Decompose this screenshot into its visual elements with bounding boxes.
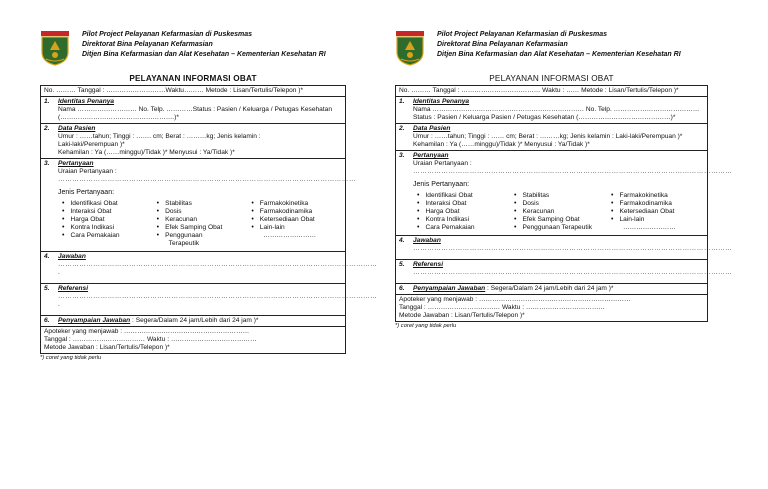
reference-field[interactable]: ……………………………………………………………………………………………………………………… xyxy=(413,269,733,277)
section-title: Data Pasien xyxy=(58,125,96,133)
request-info-line: No. ……… Tanggal : ………………………Waktu……… Metode : Lisan/Tertulis/Telepon )* xyxy=(41,86,345,97)
option-item[interactable]: • Keracunan xyxy=(514,207,555,215)
asker-status-field[interactable]: (…………………………………………….)* xyxy=(58,114,179,122)
option-item-continuation: Terapeutik xyxy=(168,240,200,248)
form-body xyxy=(395,85,733,322)
question-type-options xyxy=(417,192,704,232)
section-title: Jawaban xyxy=(58,253,86,261)
answer-field[interactable]: ……………………………………………………………………………………………………………………… xyxy=(58,261,378,269)
question-type-label: Jenis Pertanyaan: xyxy=(413,181,470,189)
pharmacist-field[interactable]: Apoteker yang menjawab : ………………………………………………… xyxy=(44,328,250,336)
section-title: Jawaban xyxy=(413,237,441,244)
option-item[interactable]: • Cara Pemakaian xyxy=(417,223,475,231)
question-label: Uraian Pertanyaan : xyxy=(413,160,472,168)
pharmacist-footer xyxy=(396,295,707,321)
section-pertanyaan: 3. Pertanyaan Uraian Pertanyaan : ……………………………………………………………………………………………………………… Jenis Pertanyaan: • Identifikasi Obat • Interaksi Obat • Harga Obat • Kontra Indikasi • Cara Pemakaian • Stabilitas • Dosis • Keracunan • Efek Samping Obat • Penggunaan Terapeutik • Farmakokinetika • Farmakodinamika • Ketersediaan Obat • Lain-lain …………………… xyxy=(41,159,345,252)
option-item[interactable]: • Lain-lain xyxy=(611,215,645,223)
pregnancy-field[interactable]: Kehamilan : Ya (……minggu)/Tidak )* Menyusui : Ya/Tidak )* xyxy=(413,141,590,149)
patient-vitals-field[interactable]: Umur : ……tahun; Tinggi : ……. cm; Berat : ………kg; Jenis kelamin : xyxy=(58,133,261,141)
asker-name-field[interactable]: Nama …………………………………………………………… No. Telp. ………………………………… xyxy=(413,106,700,114)
pregnancy-field[interactable]: Kehamilan : Ya (……minggu)/Tidak )* Menyusui : Ya/Tidak )* xyxy=(58,149,235,157)
question-field[interactable]: ……………………………………………………………………………………………………………………… xyxy=(413,168,733,176)
option-item[interactable]: • Stabilitas xyxy=(156,199,192,207)
answer-date-field[interactable]: Tanggal : …………………………… Waktu : ……………………………… xyxy=(399,304,606,312)
option-item[interactable]: • Keracunan xyxy=(156,215,198,223)
section-title: Penyampaian Jawaban xyxy=(58,317,131,325)
question-type-options xyxy=(62,200,342,248)
option-item[interactable]: • Farmakodinamika xyxy=(251,207,313,215)
asker-status-field[interactable]: Status : Pasien / Keluarga Pasien / Petugas Kesehatan (……………………………………)* xyxy=(413,114,676,122)
option-item[interactable]: • Kontra Indikasi xyxy=(417,215,470,223)
option-item[interactable]: • Identifikasi Obat xyxy=(62,199,118,207)
reference-field[interactable]: ……………………………………………………………………………………………………………………… xyxy=(58,293,378,301)
header-line-2: Direktorat Bina Pelayanan Kefarmasian xyxy=(82,40,213,48)
form-body xyxy=(40,85,378,354)
regency-emblem-icon xyxy=(40,30,70,66)
pio-form-left xyxy=(40,28,378,362)
form-title: PELAYANAN INFORMASI OBAT xyxy=(129,74,257,83)
answer-method-field[interactable]: Metode Jawaban : Lisan/Tertulis/Telepon )* xyxy=(399,312,525,320)
pio-form-right xyxy=(395,28,733,330)
regency-emblem-icon xyxy=(395,30,425,66)
asker-name-field[interactable]: Nama ……………………… No. Telp. …………Status : Pasien / Keluarga / Petugas Kesehatan xyxy=(58,106,332,114)
option-item[interactable]: • Farmakokinetika xyxy=(611,191,668,199)
question-type-label: Jenis Pertanyaan: xyxy=(58,189,115,197)
answer-date-field[interactable]: Tanggal : …………………………… Waktu : ………………………………… xyxy=(44,336,257,344)
section-pertanyaan: 3. Pertanyaan Uraian Pertanyaan : ……………………………………………………………………………………………………………………… Jenis Pertanyaan: • Identifikasi Obat • Interaksi Obat • Harga Obat • Kontra Indikasi • Cara Pemakaian • Stabilitas • Dosis • Keracunan • Efek Samping Obat • Penggunaan Terapeutik • Farmakokinetika • Farmakodinamika • Ketersediaan Obat • Lain-lain …………………… xyxy=(396,151,707,236)
option-item[interactable]: • Dosis xyxy=(514,199,539,207)
option-item[interactable]: • Interaksi Obat xyxy=(417,199,467,207)
other-field[interactable]: …………………… xyxy=(263,232,317,239)
request-info-line: No. ……… Tanggal : ……………………………… Waktu : …… Metode : Lisan/Tertulis/Telepon )* xyxy=(396,86,707,97)
footnote: *) coret yang tidak perlu xyxy=(395,323,457,330)
option-item[interactable]: • Kontra Indikasi xyxy=(62,223,115,231)
section-penyampaian: 6. Penyampaian Jawaban : Segera/Dalam 24 jam/Lebih dari 24 jam )* xyxy=(396,284,707,295)
section-penyampaian: 6. Penyampaian Jawaban : Segera/Dalam 24 jam/Lebih dari 24 jam )* xyxy=(41,316,345,327)
section-referensi: 5. Referensi ……………………………………………………………………………………………………………………… xyxy=(396,260,707,284)
answer-method-field[interactable]: Metode Jawaban : Lisan/Tertulis/Telepon )* xyxy=(44,344,170,352)
option-item[interactable]: • Stabilitas xyxy=(514,191,550,199)
patient-gender-field[interactable]: Laki-laki/Perempuan )* xyxy=(58,141,125,149)
section-title: Identitas Penanya xyxy=(58,98,115,106)
section-referensi: 5. Referensi ……………………………………………………………………………………………………………………… . xyxy=(41,284,345,316)
option-item[interactable]: • Farmakokinetika xyxy=(251,199,309,207)
patient-vitals-field[interactable]: Umur : ……tahun; Tinggi : …… cm; Berat : ………kg; Jenis kelamin : Laki-laki/Perempuan )* xyxy=(413,133,683,141)
section-title: Referensi xyxy=(58,285,89,293)
header-line-3: Ditjen Bina Kefarmasian dan Alat Kesehatan – Kementerian Kesehatan RI xyxy=(82,50,326,58)
section-jawaban: 4. Jawaban ……………………………………………………………………………………………………………………… xyxy=(396,236,707,260)
option-item[interactable]: • Efek Samping Obat xyxy=(156,223,223,231)
header-line-2: Direktorat Bina Pelayanan Kefarmasian xyxy=(437,40,568,48)
section-data-pasien: 2. Data Pasien Umur : ……tahun; Tinggi : …… cm; Berat : ………kg; Jenis kelamin : Laki-laki/Perempuan )* Kehamilan : Ya (……minggu)/Tidak )* Menyusui : Ya/Tidak )* xyxy=(396,124,707,151)
section-identitas-penanya: 1. Identitas Penanya Nama …………………………………………………………… No. Telp. ………………………………… Status : Pasien / Keluarga Pasien / Petugas Kesehatan (……………………………………)* xyxy=(396,97,707,124)
question-field[interactable]: ……………………………………………………………………………………………………………… xyxy=(58,176,356,184)
other-field[interactable]: …………………… xyxy=(623,223,676,231)
option-item[interactable]: • Ketersediaan Obat xyxy=(611,207,675,215)
option-item[interactable]: • Identifikasi Obat xyxy=(417,191,473,199)
header-line-1: Pilot Project Pelayanan Kefarmasian di Puskesmas xyxy=(437,31,608,38)
option-item[interactable]: • Harga Obat xyxy=(417,207,460,215)
delivery-options[interactable]: : Segera/Dalam 24 jam/Lebih dari 24 jam )* xyxy=(485,285,614,293)
option-item[interactable]: • Efek Samping Obat xyxy=(514,215,580,223)
option-item[interactable]: • Lain-lain xyxy=(251,223,285,231)
section-title: Pertanyaan xyxy=(58,160,94,168)
option-item[interactable]: • Penggunaan xyxy=(156,232,203,239)
option-item[interactable]: • Dosis xyxy=(156,207,182,215)
section-title: Data Pasien xyxy=(413,125,451,133)
option-item[interactable]: • Interaksi Obat xyxy=(62,207,112,215)
option-item[interactable]: • Ketersediaan Obat xyxy=(251,215,315,223)
section-title: Pertanyaan xyxy=(413,152,449,160)
form-title: PELAYANAN INFORMASI OBAT xyxy=(489,74,614,83)
footnote: *) coret yang tidak perlu xyxy=(40,355,102,362)
pharmacist-field[interactable]: Apoteker yang menjawab : …………………………………………………………… xyxy=(399,296,631,304)
section-title: Penyampaian Jawaban xyxy=(413,285,486,293)
pharmacist-footer xyxy=(41,327,345,353)
form-header xyxy=(395,28,708,70)
header-line-3: Ditjen Bina Kefarmasian dan Alat Kesehatan – Kementerian Kesehatan RI xyxy=(437,50,681,58)
section-title: Identitas Penanya xyxy=(413,98,470,106)
form-header xyxy=(40,28,346,70)
option-item[interactable]: • Penggunaan Terapeutik xyxy=(514,223,592,231)
question-label: Uraian Pertanyaan : xyxy=(58,168,117,176)
option-item[interactable]: • Cara Pemakaian xyxy=(62,232,120,239)
header-line-1: Pilot Project Pelayanan Kefarmasian di Puskesmas xyxy=(82,31,253,38)
answer-field[interactable]: ……………………………………………………………………………………………………………………… xyxy=(413,245,733,253)
delivery-options[interactable]: : Segera/Dalam 24 jam/Lebih dari 24 jam )* xyxy=(130,317,259,325)
section-jawaban: 4. Jawaban ……………………………………………………………………………………………………………………… . xyxy=(41,252,345,284)
section-data-pasien: 2. Data Pasien Umur : ……tahun; Tinggi : ……. cm; Berat : ………kg; Jenis kelamin : Laki-laki/Perempuan )* Kehamilan : Ya (……minggu)/Tidak )* Menyusui : Ya/Tidak )* xyxy=(41,124,345,159)
option-item[interactable]: • Harga Obat xyxy=(62,215,105,223)
section-identitas-penanya: 1. Identitas Penanya Nama ……………………… No. Telp. …………Status : Pasien / Keluarga / Petugas Kesehatan (…………………………………………….)* xyxy=(41,97,345,124)
option-item[interactable]: • Farmakodinamika xyxy=(611,199,672,207)
section-title: Referensi xyxy=(413,261,444,269)
